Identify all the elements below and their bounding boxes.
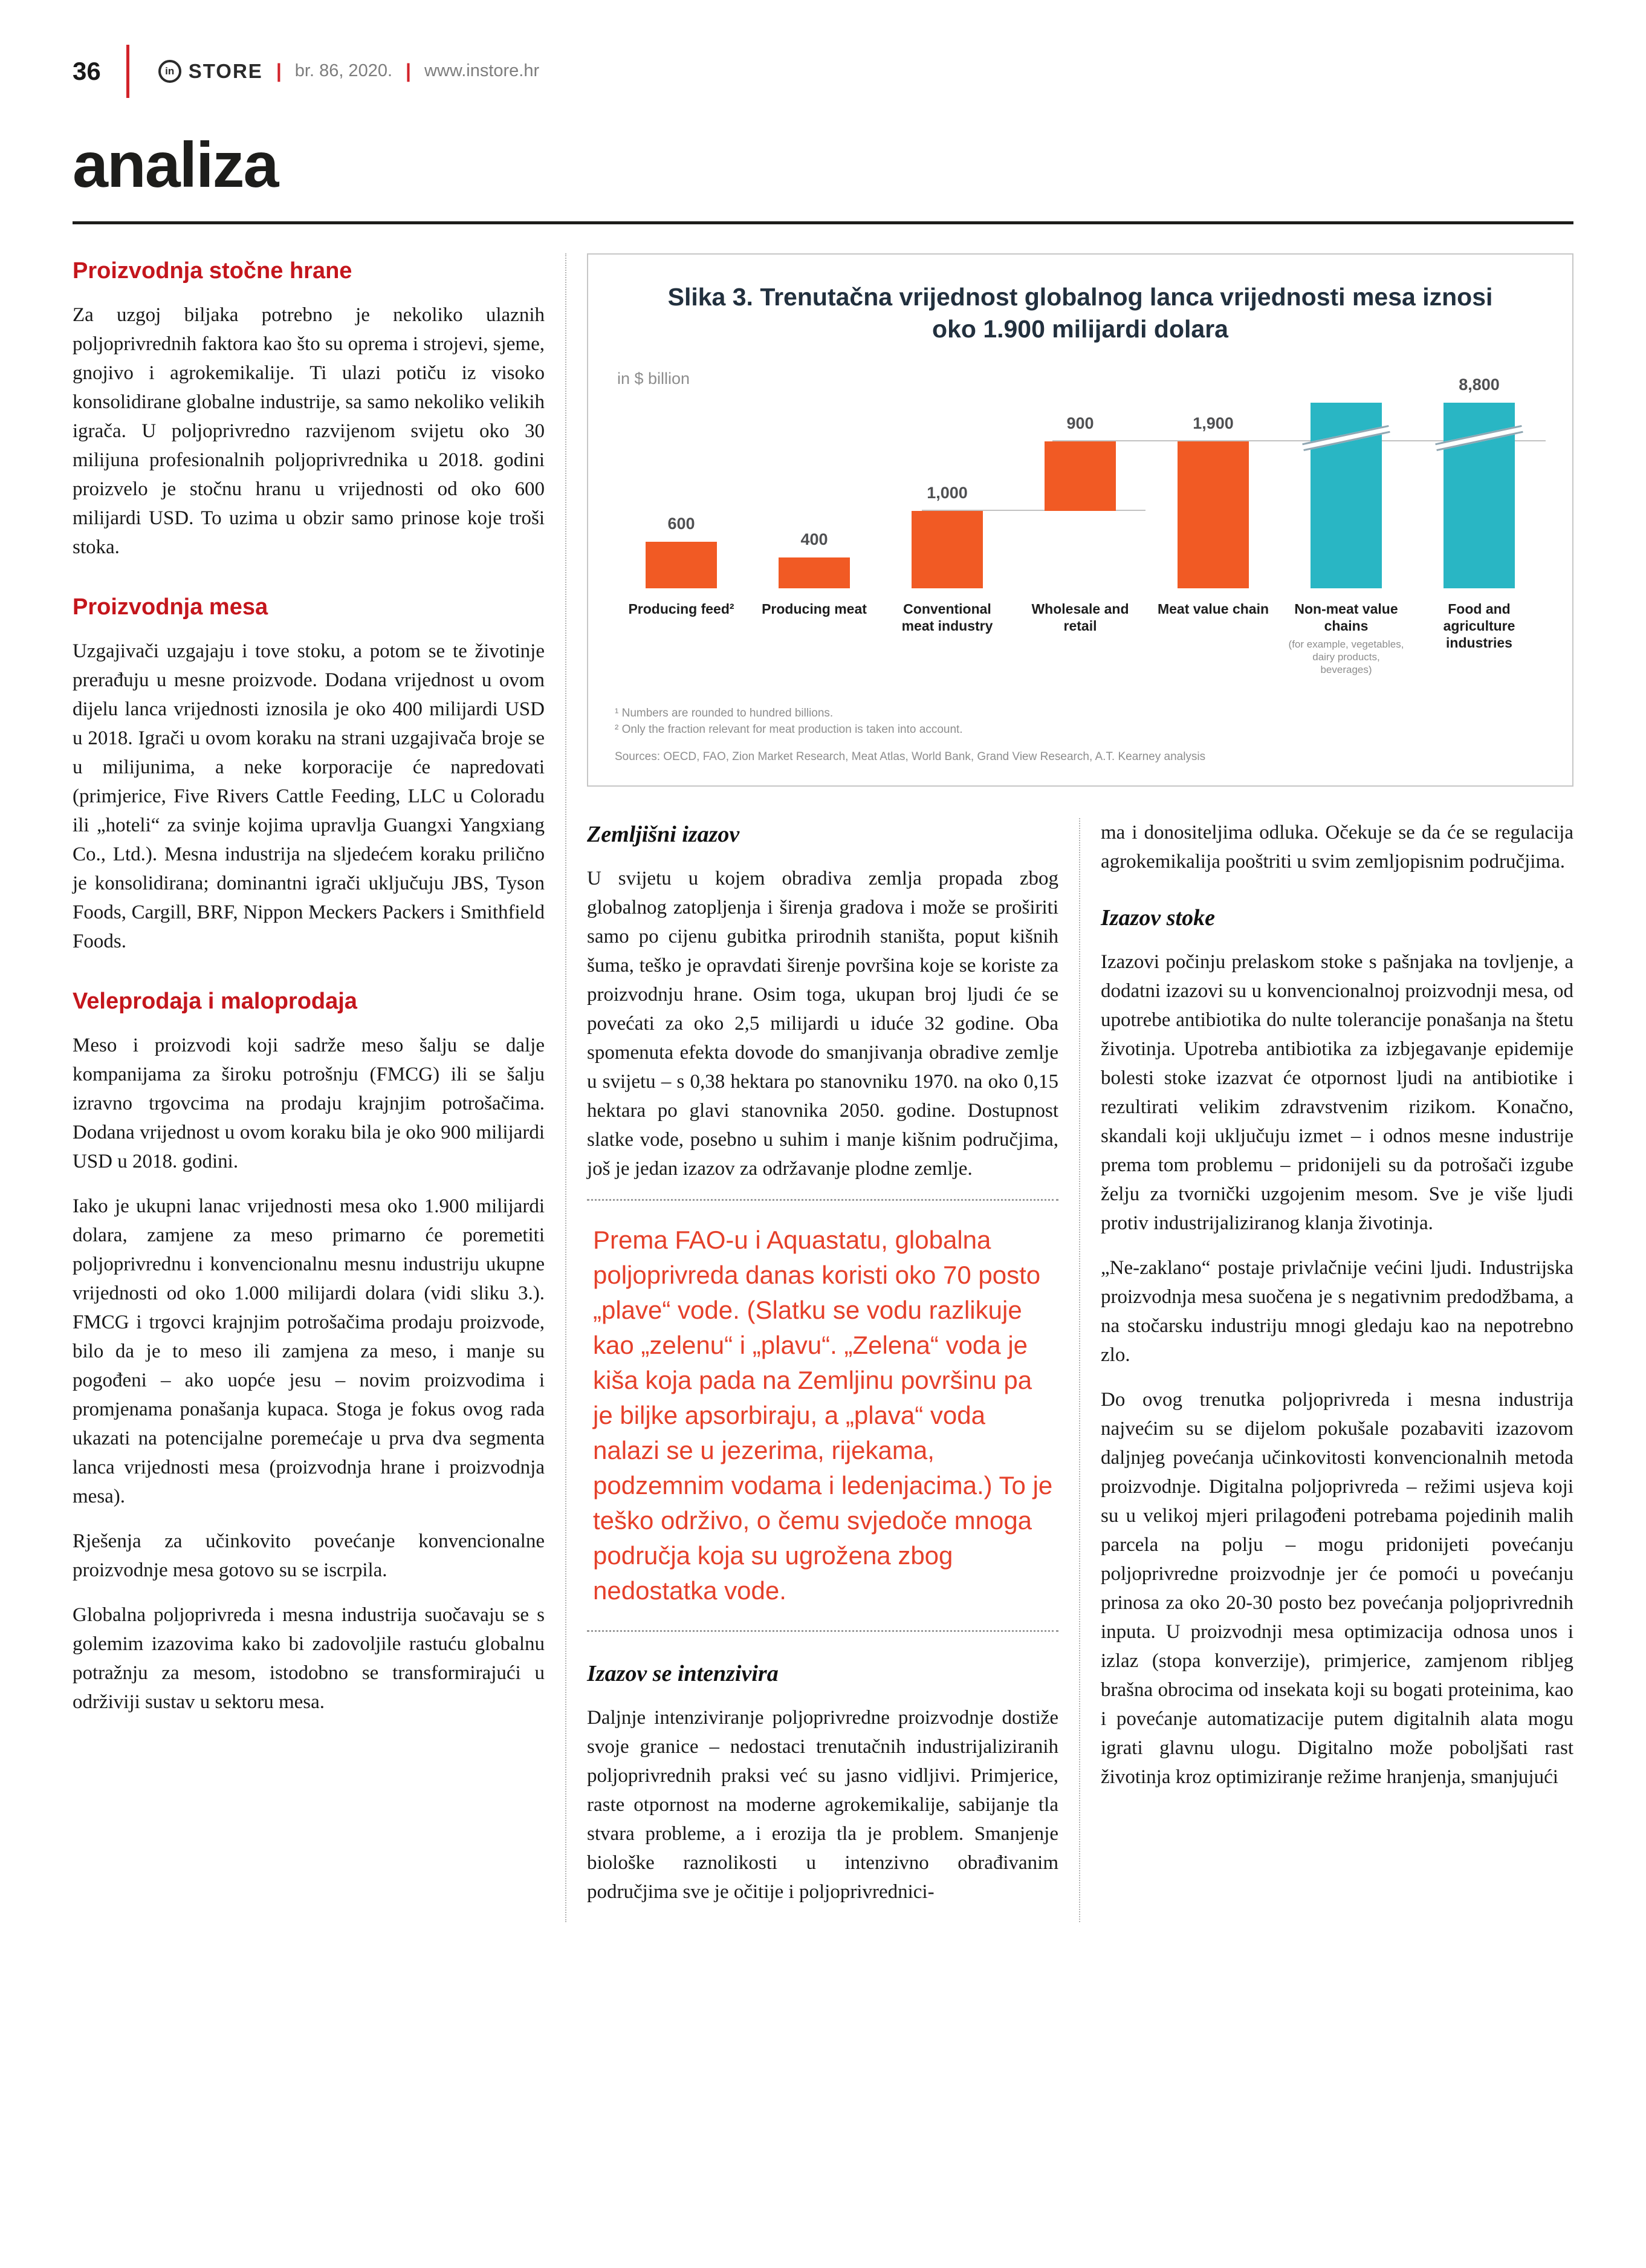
header-separator: | <box>276 60 282 82</box>
bar-value-label: 1,000 <box>927 484 968 502</box>
paragraph: Iako je ukupni lanac vrijednosti mesa oko 1.900 milijardi dolara, zamjene za meso primarno će poremetiti poljoprivrednu i konvencionalnu mesnu industriju ukupne vrijednosti od oko 1.000 milijardi dolara (vidi sliku 3.). FMCG i trgovci krajnjim potrošačima prodaju proizvode, bilo da je to meso ili zamjena za meso, i manje su pogođeni – ako uopće jesu – novim proizvodima i promjenama ponašanja kupaca. Stoga je fokus ovog rada ukazati na potencijalne poremećaje u prva dva segmenta lanca vrijednosti mesa (proizvodnja hrane i proizvodnja mesa). <box>73 1195 545 1507</box>
heading-izazov-stoke: Izazov stoke <box>1101 905 1215 931</box>
section-title: analiza <box>73 129 278 201</box>
paragraph: Izazovi počinju prelaskom stoke s pašnjaka na tovljenje, a dodatni izazovi su u konvencionalnoj proizvodnji mesa, od upotrebe antibiotika do nulte tolerancije ponašanja na štetu životinja. Upotreba antibiotika za izbjegavanje epidemije bolesti stoke izazvat će otpornost ljudi na antibiotike i rezultirati velikim zdravstvenim rizikom. Konačno, skandali koji uključuju izmet – i odnos mesne industrije prema tom problemu – pridonijeli su da potrošači izgube želju za tvornički uzgojenim mesom. Sve je više ljudi protiv industrijaliziranog klanja životinja. <box>1101 951 1573 1234</box>
heading-proizvodnja-stocne-hrane: Proizvodnja stočne hrane <box>73 258 352 284</box>
text-columns-below-chart <box>587 818 1573 1922</box>
paragraph: Meso i proizvodi koji sadrže meso šalju se dalje kompanijama za široku potrošnju (FMCG) ili se šalju izravno trgovcima na prodaju krajnjim potrošačima. Dodana vrijednost u ovom koraku bila je oko 900 milijardi USD u 2018. godini. <box>73 1035 545 1172</box>
chart-unit-label: in $ billion <box>617 369 690 388</box>
chart-footnotes <box>615 705 1546 738</box>
column-right <box>1080 818 1573 1922</box>
chart-bar-meat-value-chain <box>1147 369 1280 588</box>
website-url: www.instore.hr <box>424 61 540 80</box>
paragraph: Rješenja za učinkovito povećanje konvencionalne proizvodnje mesa gotovo su se iscrpila. <box>73 1530 545 1581</box>
axis-break-icon <box>1435 425 1523 451</box>
header-separator: | <box>406 60 411 82</box>
bar <box>1178 441 1249 588</box>
paragraph: Uzgajivači uzgajaju i tove stoku, a potom se te životinje prerađuju u mesne proizvode. Dodana vrijednost u ovom dijelu lanca vrijednosti iznosila je oko 400 milijardi USD u 2018. Igrači u ovom koraku na strani uzgajivača broje se u milijunima, a neke korporacije će napredovati (primjerice, Five Rivers Cattle Feeding, LLC u Coloradu ili „hoteli“ za svinje kojima upravlja Guangxi Yangxiang Co., Ltd.). Mesna industrija na sljedećem koraku prilično je konsolidirana; dominantni igrači uključuju JBS, Tyson Foods, Cargill, BRF, Nippon Meckers Packers i Smithfield Foods. <box>73 640 545 952</box>
chart-bar-producing-feed <box>615 369 748 588</box>
column-right-area <box>566 253 1573 1922</box>
category-note: (for example, vegetables, dairy products, beverages) <box>1288 638 1404 675</box>
category-label: Wholesale and retail <box>1031 601 1129 634</box>
instore-logo <box>158 60 263 83</box>
pull-quote: Prema FAO-u i Aquastatu, globalna poljoprivreda danas koristi oko 70 posto „plave“ vode. (Slatku se vodu razlikuje kao „zelenu“ i „plavu“. „Zelena“ voda je kiša koja pada na Zemljinu površinu pa je biljke apsorbiraju, a „plava“ voda nalazi se u jezerima, rijekama, podzemnim vodama i ledenjacima.) To je teško održivo, o čemu svjedoče mnoga područja koja su ugrožena zbog nedostatka vode. <box>587 1199 1058 1632</box>
category-label-text: Non-meat value chains <box>1294 601 1398 634</box>
bar <box>1443 403 1515 588</box>
page-number: 36 <box>73 56 101 85</box>
footnote: ² Only the fraction relevant for meat production is taken into account. <box>615 723 963 736</box>
paragraph: ma i donositeljima odluka. Očekuje se da će se regulacija agrokemikalija pooštriti u svim zemljopisnim područjima. <box>1101 822 1573 872</box>
bar <box>912 511 983 588</box>
chart-bar-food-and-agriculture <box>1413 369 1546 588</box>
heading-izazov-se-intenzivira: Izazov se intenzivira <box>587 1661 779 1686</box>
title-rule <box>73 221 1573 224</box>
category-label: Conventional meat industry <box>901 601 993 634</box>
footnote: ¹ Numbers are rounded to hundred billions. <box>615 707 834 720</box>
category-label: Producing meat <box>762 601 867 617</box>
paragraph: Do ovog trenutka poljoprivreda i mesna industrija najvećim su se dijelom pokušale pozabaviti izazovom daljnjeg povećanja učinkovitosti konvencionalnih metoda proizvodnje. Digitalna poljoprivreda – režimi usjeva koji su u velikoj mjeri prilagođeni potrebama pojedinih malih parcela na polju – mogu pridonijeti povećanju poljoprivredne proizvodnje jer će pomoći u povećanju prinosa za oko 20-30 posto bez povećanja poljoprivrednih inputa. U proizvodnji mesa optimizacija odnosa unos i izlaz (stopa konverzije), primjerice, zamjenom ribljeg brašna obrocima od insekata koji su bogati proteinima, kao i povećanje automatizacije putem digitalnih alata mogu igrati glavnu ulogu. Digitalno može poboljšati rast životinja kroz optimiziranje režime hranjenja, smanjujući <box>1101 1389 1573 1788</box>
instore-logo-icon <box>158 60 181 83</box>
chart-bar-non-meat-value-chains <box>1280 369 1413 588</box>
article-body <box>73 253 1573 1922</box>
issue-number: br. 86, 2020. <box>294 61 393 80</box>
paragraph: Za uzgoj biljaka potrebno je nekoliko ulaznih poljoprivrednih faktora kao što su oprema i strojevi, sjeme, gnojivo i agrokemikalije. Ti ulazi potiču iz visoko konsolidirane globalne industrije, sa samo nekoliko velikih igrača. U poljoprivredno razvijenom svijetu oko 30 milijuna profesionalnih poljoprivrednika u 2018. godini proizvelo je stočnu hranu u vrijednosti od oko 600 milijardi USD. To uzima u obzir samo prinose koje troši stoka. <box>73 304 545 558</box>
logo-mark: in <box>165 65 175 77</box>
category-label: Meat value chain <box>1157 601 1269 617</box>
bar <box>1311 403 1382 588</box>
chart-sources: Sources: OECD, FAO, Zion Market Research, Meat Atlas, World Bank, Grand View Research, A.T. Kearney analysis <box>615 750 1206 763</box>
paragraph: Daljnje intenziviranje poljoprivredne proizvodnje dostiže svoje granice – nedostaci trenutačnih industrijaliziranih poljoprivrednih praksi već su jasno vidljivi. Primjerice, raste otpornost na moderne agrokemikalije, sabijanje tla stvara probleme, a i erozija tla je problem. Smanjenje biološke raznolikosti u intenzivno obrađivanim područjima sve je očitije i poljoprivrednici- <box>587 1707 1058 1903</box>
heading-proizvodnja-mesa: Proizvodnja mesa <box>73 594 268 620</box>
bar-value-label: 400 <box>800 530 828 548</box>
column-middle <box>587 818 1080 1922</box>
bar <box>1045 441 1116 511</box>
category-label: Producing feed² <box>628 601 734 617</box>
chart-bar-wholesale-and-retail <box>1014 369 1147 588</box>
bar-value-label: 1,900 <box>1193 414 1234 432</box>
column-left <box>73 253 566 1922</box>
paragraph: „Ne-zaklano“ postaje privlačnije većini ljudi. Industrijska proizvodnja mesa suočena je s negativnim predodžbama, a na stočarsku industriju mnogi gledaju kao na nepotrebno zlo. <box>1101 1257 1573 1366</box>
bar <box>779 557 850 588</box>
paragraph: Globalna poljoprivreda i mesna industrija suočavaju se s golemim izazovima kako bi zadovoljile rastuću globalnu potražnju za mesom, istodobno se transformirajući u održiviji sustav u sektoru mesa. <box>73 1604 545 1713</box>
chart-bar-producing-meat <box>748 369 881 588</box>
bar <box>646 542 717 588</box>
bar-value-label: 900 <box>1066 414 1094 432</box>
chart-bar-conventional-meat-industry <box>881 369 1014 588</box>
page-header <box>73 42 1573 100</box>
chart-title: Slika 3. Trenutačna vrijednost globalnog lanca vrijednosti mesa iznosi oko 1.900 milijardi dolara <box>667 283 1493 343</box>
chart-category-labels <box>615 600 1546 676</box>
axis-break-icon <box>1302 425 1390 451</box>
chart-plot-area <box>615 369 1546 588</box>
heading-zemljisni-izazov: Zemljišni izazov <box>587 822 740 847</box>
paragraph: U svijetu u kojem obradiva zemlja propada zbog globalnog zatopljenja i širenja gradova i može se proširiti samo po cijenu gubitka prirodnih staništa, poput kišnih šuma, teško je opravdati širenje površina koje se koriste za proizvodnju hrane. Osim toga, ukupan broj ljudi će se povećati za oko 2,5 milijardi u iduće 32 godine. Oba spomenuta efekta dovode do smanjivanja obradive zemlje u svijetu – s 0,38 hektara po stanovniku 1970. na oko 0,15 hektara po glavi stanovnika 2050. godine. Dostupnost slatke vode, posebno u suhim i manje kišnim područjima, još je jedan izazov za održavanje plodne zemlje. <box>587 868 1058 1180</box>
header-red-divider <box>126 45 129 98</box>
category-label: Food and agriculture industries <box>1443 601 1515 651</box>
brand-name: STORE <box>188 59 263 82</box>
heading-veleprodaja-i-maloprodaja: Veleprodaja i maloprodaja <box>73 989 357 1014</box>
figure-slika-3 <box>587 253 1573 787</box>
category-label <box>1280 600 1413 676</box>
bar-value-label: 600 <box>667 515 695 533</box>
bar-value-label: 8,800 <box>1459 375 1500 394</box>
